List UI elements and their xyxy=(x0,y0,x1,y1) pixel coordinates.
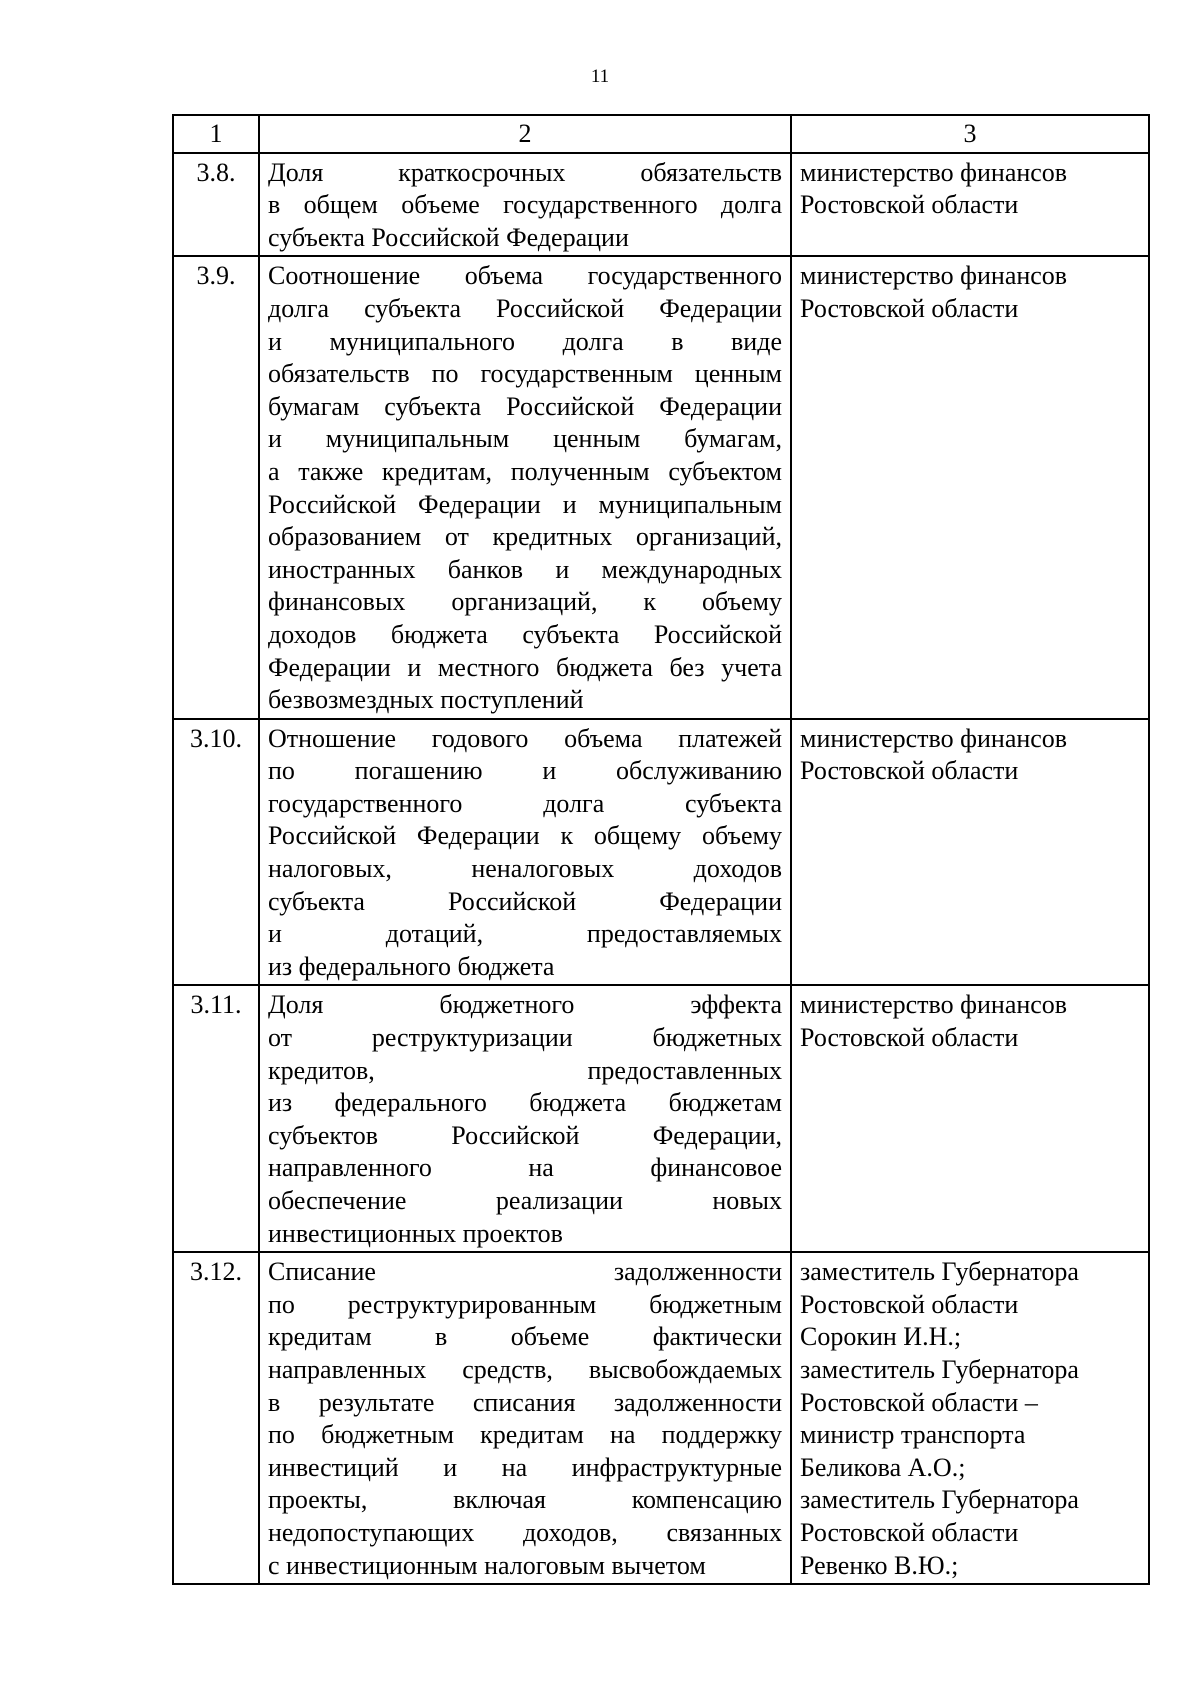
header-col-3: 3 xyxy=(791,115,1149,153)
table-header-row xyxy=(173,115,1149,153)
row-number: 3.10. xyxy=(173,719,259,986)
responsible-party xyxy=(791,256,1149,718)
responsible-line: Ростовской области xyxy=(800,1289,1019,1319)
description-line: безвозмездных поступлений xyxy=(268,685,584,715)
description-line: Соотношение объема государственного xyxy=(268,261,782,291)
indicator-description xyxy=(259,1252,791,1584)
indicator-description xyxy=(259,719,791,986)
description-line: от реструктуризации бюджетных xyxy=(268,1023,782,1053)
responsible-line: Ревенко В.Ю.; xyxy=(800,1550,959,1580)
table-row xyxy=(173,1252,1149,1584)
description-line: налоговых, неналоговых доходов xyxy=(268,854,782,884)
row-number: 3.11. xyxy=(173,985,259,1252)
description-line: Российской Федерации и муниципальным xyxy=(268,489,782,519)
responsible-line: заместитель Губернатора xyxy=(800,1257,1079,1287)
description-line: долга субъекта Российской Федерации xyxy=(268,293,782,323)
responsible-line: Ростовской области – xyxy=(800,1387,1038,1417)
responsible-party xyxy=(791,985,1149,1252)
description-line: иностранных банков и международных xyxy=(268,554,782,584)
description-line: и муниципального долга в виде xyxy=(268,326,782,356)
description-line: по погашению и обслуживанию xyxy=(268,756,782,786)
description-line: кредитов, предоставленных xyxy=(268,1055,782,1085)
header-col-2: 2 xyxy=(259,115,791,153)
description-line: обязательств по государственным ценным xyxy=(268,359,782,389)
responsible-line: Ростовской области xyxy=(800,756,1019,786)
responsible-line: Беликова А.О.; xyxy=(800,1452,966,1482)
description-line: кредитам в объеме фактически xyxy=(268,1322,782,1352)
responsible-line: министерство финансов xyxy=(800,723,1068,753)
description-line: в результате списания задолженности xyxy=(268,1387,782,1417)
responsible-line: заместитель Губернатора xyxy=(800,1485,1079,1515)
responsible-line: заместитель Губернатора xyxy=(800,1354,1079,1384)
table-row xyxy=(173,256,1149,718)
description-line: субъекта Российской Федерации xyxy=(268,222,629,252)
row-number: 3.8. xyxy=(173,153,259,257)
table-row xyxy=(173,985,1149,1252)
responsible-line: Ростовской области xyxy=(800,1517,1019,1547)
description-line: образованием от кредитных организаций, xyxy=(268,522,782,552)
description-line: доходов бюджета субъекта Российской xyxy=(268,619,782,649)
description-line: Федерации и местного бюджета без учета xyxy=(268,652,782,682)
responsible-party xyxy=(791,719,1149,986)
description-line: обеспечение реализации новых xyxy=(268,1186,782,1215)
row-number: 3.9. xyxy=(173,256,259,718)
description-line: субъекта Российской Федерации xyxy=(268,886,782,916)
description-line: из федерального бюджета бюджетам xyxy=(268,1088,782,1118)
responsible-line: министерство финансов xyxy=(800,157,1068,187)
description-line: по реструктурированным бюджетным xyxy=(268,1289,782,1319)
indicator-description xyxy=(259,153,791,257)
indicator-description xyxy=(259,985,791,1252)
table-row xyxy=(173,719,1149,986)
responsible-line: министерство финансов xyxy=(800,261,1068,291)
responsible-party xyxy=(791,1252,1149,1584)
row-number: 3.12. xyxy=(173,1252,259,1584)
responsible-line: министерство финансов xyxy=(800,990,1068,1020)
description-line: проекты, включая компенсацию xyxy=(268,1485,782,1515)
description-line: по бюджетным кредитам на поддержку xyxy=(268,1420,782,1450)
description-line: направленных средств, высвобождаемых xyxy=(268,1354,782,1384)
indicator-description xyxy=(259,256,791,718)
description-line: Доля бюджетного эффекта xyxy=(268,990,782,1020)
responsible-line: Сорокин И.Н.; xyxy=(800,1322,962,1352)
description-line: государственного долга субъекта xyxy=(268,788,782,818)
responsible-line: министр транспорта xyxy=(800,1420,1026,1450)
description-line: и муниципальным ценным бумагам, xyxy=(268,424,782,454)
table-row xyxy=(173,153,1149,257)
description-line: Отношение годового объема платежей xyxy=(268,723,782,753)
description-line: инвестиций и на инфраструктурные xyxy=(268,1452,782,1482)
responsible-line: Ростовской области xyxy=(800,1023,1019,1053)
responsible-line: Ростовской области xyxy=(800,190,1019,220)
description-line: и дотаций, предоставляемых xyxy=(268,919,782,949)
header-col-1: 1 xyxy=(173,115,259,153)
description-line: в общем объеме государственного долга xyxy=(268,190,782,220)
page-number: 11 xyxy=(590,66,610,87)
indicators-table xyxy=(172,114,1150,1585)
description-line: недопоступающих доходов, связанных xyxy=(268,1517,782,1547)
description-line: инвестиционных проектов xyxy=(268,1218,563,1248)
description-line: финансовых организаций, к объему xyxy=(268,587,782,617)
description-line: Списание задолженности xyxy=(268,1257,782,1287)
description-line: направленного на финансовое xyxy=(268,1153,782,1183)
description-line: Российской Федерации к общему объему xyxy=(268,821,782,851)
description-line: а также кредитам, полученным субъектом xyxy=(268,456,782,486)
description-line: с инвестиционным налоговым вычетом xyxy=(268,1550,706,1580)
description-line: бумагам субъекта Российской Федерации xyxy=(268,391,782,421)
description-line: из федерального бюджета xyxy=(268,951,555,981)
description-line: субъектов Российской Федерации, xyxy=(268,1120,782,1150)
responsible-party xyxy=(791,153,1149,257)
responsible-line: Ростовской области xyxy=(800,293,1019,323)
description-line: Доля краткосрочных обязательств xyxy=(268,157,782,187)
